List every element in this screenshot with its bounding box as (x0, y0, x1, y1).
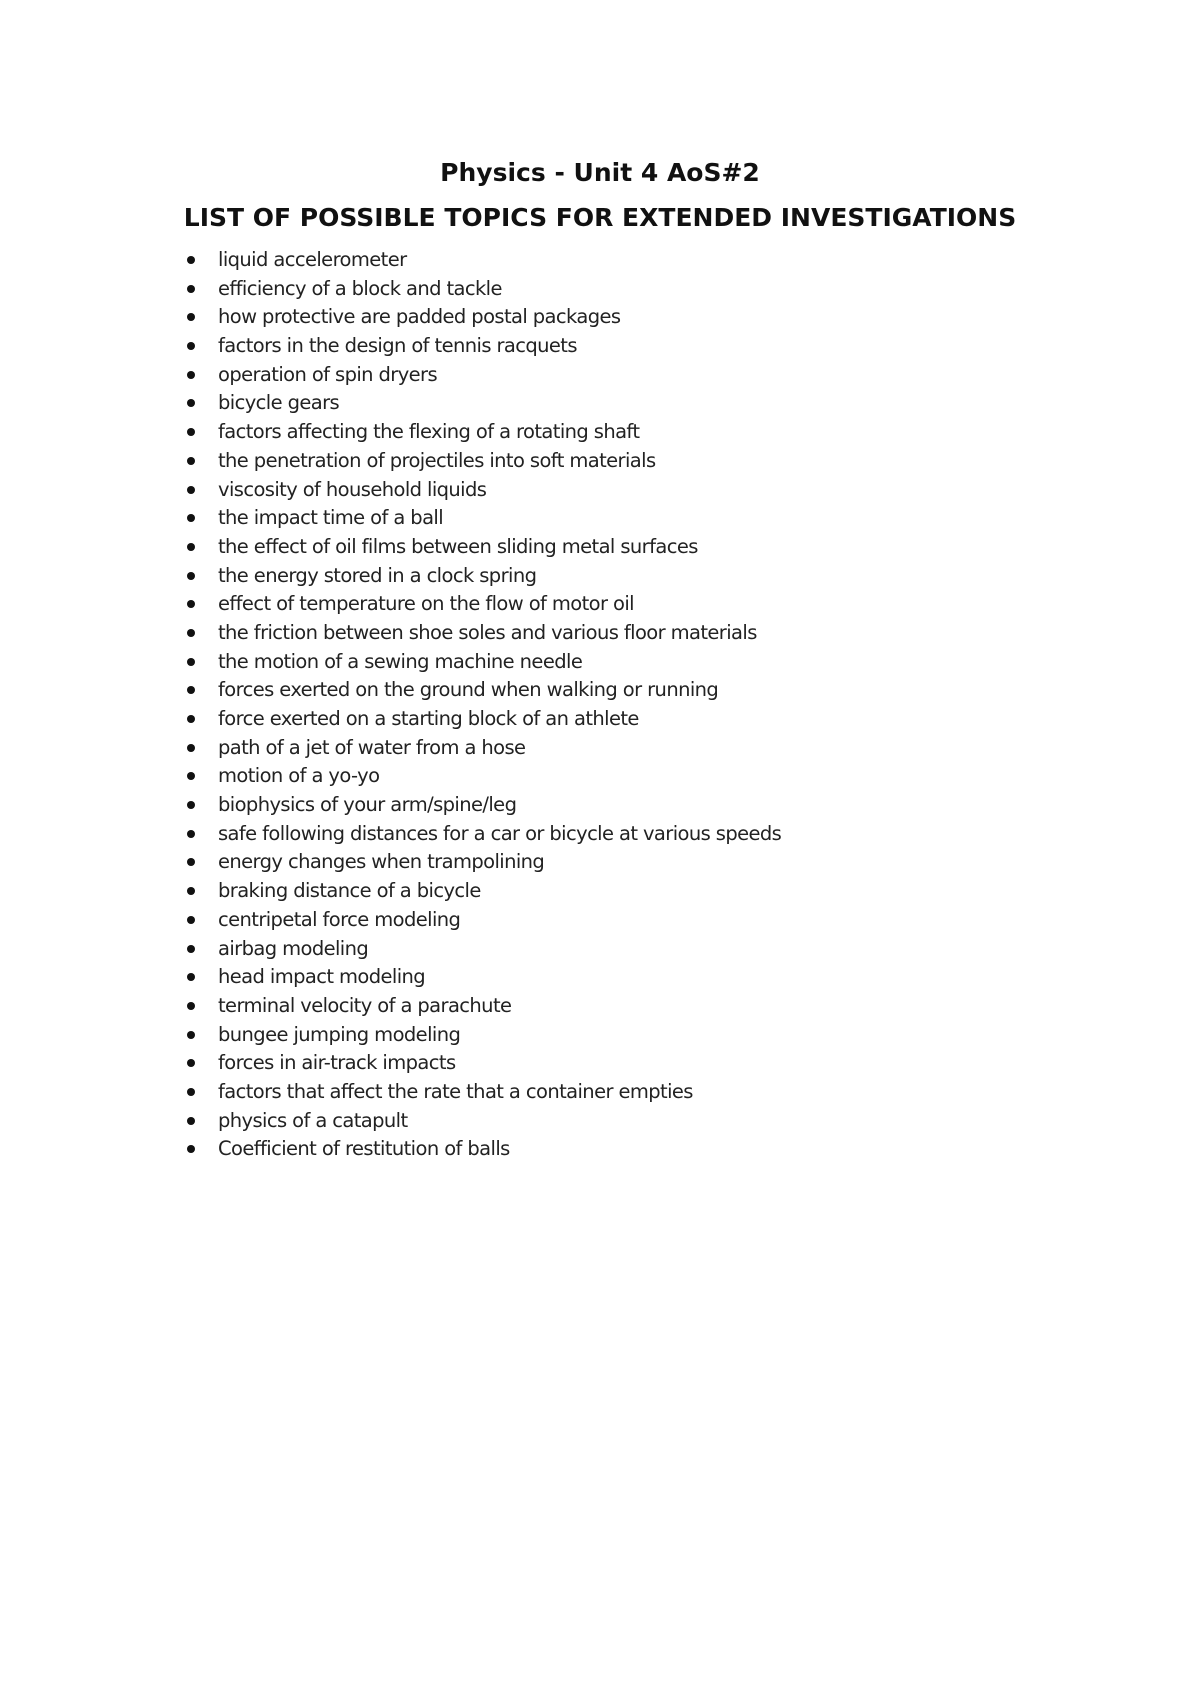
list-item (187, 1078, 1087, 1107)
bullet-icon (187, 1145, 195, 1153)
bullet-icon (187, 916, 195, 924)
bullet-icon (187, 457, 195, 465)
bullet-icon (187, 572, 195, 580)
list-heading: LIST OF POSSIBLE TOPICS FOR EXTENDED INVESTIGATIONS (183, 203, 1017, 232)
list-item (187, 848, 1087, 877)
bullet-icon (187, 945, 195, 953)
bullet-icon (187, 342, 195, 350)
list-item (187, 1107, 1087, 1136)
bullet-icon (187, 1059, 195, 1067)
bullet-icon (187, 514, 195, 522)
list-item (187, 447, 1087, 476)
list-item (187, 1021, 1087, 1050)
topic-text: force exerted on a starting block of an athlete (218, 707, 639, 730)
list-item (187, 476, 1087, 505)
bullet-icon (187, 313, 195, 321)
list-item (187, 935, 1087, 964)
bullet-icon (187, 801, 195, 809)
topic-text: factors in the design of tennis racquets (218, 334, 577, 358)
list-item (187, 791, 1087, 820)
list-item (187, 992, 1087, 1021)
list-item (187, 275, 1087, 304)
list-item (187, 963, 1087, 992)
topic-text: motion of a yo-yo (218, 764, 380, 788)
topic-text: viscosity of household liquids (218, 477, 487, 501)
list-item (187, 619, 1087, 648)
topic-text: energy changes when trampolining (218, 850, 545, 874)
bullet-icon (187, 772, 195, 780)
topic-text: braking distance of a bicycle (218, 879, 481, 903)
topic-text: operation of spin dryers (218, 362, 438, 386)
topic-text: the friction between shoe soles and various floor materials (218, 620, 757, 644)
topic-text: bungee jumping modeling (218, 1022, 461, 1046)
list-item (187, 246, 1087, 275)
list-item (187, 734, 1087, 763)
topic-text: the impact time of a ball (218, 506, 444, 530)
bullet-icon (187, 399, 195, 407)
list-item (187, 562, 1087, 591)
topic-text: the motion of a sewing machine needle (218, 649, 583, 673)
bullet-icon (187, 973, 195, 981)
list-item (187, 303, 1087, 332)
topic-text: the effect of oil films between sliding metal surfaces (218, 534, 698, 558)
bullet-icon (187, 285, 195, 293)
bullet-icon (187, 600, 195, 608)
list-item (187, 820, 1087, 849)
list-item (187, 332, 1087, 361)
topic-list (187, 246, 1087, 1164)
topic-text: safe following distances for a car or bicycle at various speeds (218, 821, 782, 845)
bullet-icon (187, 686, 195, 694)
topic-text: factors that affect the rate that a container empties (218, 1079, 693, 1103)
topic-text: head impact modeling (218, 965, 426, 989)
list-item (187, 676, 1087, 705)
list-item (187, 504, 1087, 533)
list-item (187, 361, 1087, 390)
topic-text: effect of temperature on the flow of motor oil (218, 592, 634, 616)
bullet-icon (187, 256, 195, 264)
bullet-icon (187, 1031, 195, 1039)
topic-text: factors affecting the flexing of a rotating shaft (218, 420, 640, 444)
topic-text: efficiency of a block and tackle (218, 276, 502, 300)
topic-text: path of a jet of water from a hose (218, 735, 526, 759)
topic-text: physics of a catapult (218, 1108, 408, 1132)
list-item (187, 1049, 1087, 1078)
topic-text: centripetal force modeling (218, 907, 461, 931)
bullet-icon (187, 1117, 195, 1125)
bullet-icon (187, 830, 195, 838)
list-item (187, 590, 1087, 619)
bullet-icon (187, 658, 195, 666)
bullet-icon (187, 371, 195, 379)
bullet-icon (187, 486, 195, 494)
bullet-icon (187, 629, 195, 637)
bullet-icon (187, 1002, 195, 1010)
bullet-icon (187, 887, 195, 895)
bullet-icon (187, 428, 195, 436)
topic-text: how protective are padded postal packages (218, 305, 621, 329)
bullet-icon (187, 1088, 195, 1096)
list-item (187, 877, 1087, 906)
topic-text: terminal velocity of a parachute (218, 993, 512, 1017)
list-item (187, 906, 1087, 935)
topic-text: Coefficient of restitution of balls (218, 1137, 510, 1161)
bullet-icon (187, 858, 195, 866)
list-item (187, 705, 1087, 734)
list-item (187, 762, 1087, 791)
list-item (187, 1135, 1087, 1164)
topic-text: forces in air-track impacts (218, 1051, 456, 1075)
topic-text: the energy stored in a clock spring (218, 563, 537, 587)
topic-text: liquid accelerometer (218, 248, 407, 271)
bullet-icon (187, 744, 195, 752)
topic-text: forces exerted on the ground when walking or running (218, 678, 719, 702)
page-title: Physics - Unit 4 AoS#2 (440, 158, 760, 187)
topic-text: biophysics of your arm/spine/leg (218, 793, 517, 817)
topic-text: airbag modeling (218, 936, 369, 960)
topic-text: bicycle gears (218, 391, 340, 415)
bullet-icon (187, 543, 195, 551)
list-item (187, 648, 1087, 677)
list-item (187, 533, 1087, 562)
list-item (187, 418, 1087, 447)
bullet-icon (187, 715, 195, 723)
topic-text: the penetration of projectiles into soft materials (218, 448, 656, 472)
list-item (187, 389, 1087, 418)
